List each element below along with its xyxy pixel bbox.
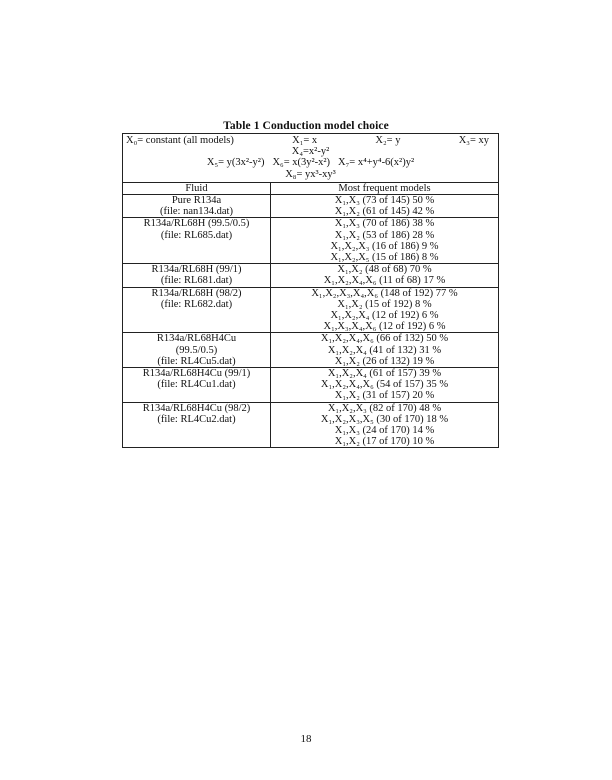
model-x5: X₅= y(3x²-y²) — [206, 157, 265, 169]
model-x1: X₁= x — [292, 135, 318, 146]
model-line: X₁,X₂ (48 of 68) 70 % — [337, 264, 432, 276]
model-line: X₁,X₂ (61 of 145) 42 % — [334, 206, 435, 218]
model-line: X₁,X₂ (26 of 132) 19 % — [334, 355, 435, 367]
table-row — [123, 333, 498, 368]
models-cell — [271, 218, 498, 263]
fluid-line: R134a/RL68H (99/1) — [151, 264, 242, 276]
model-line: X₁,X₂,X₄,X₆ (66 of 132) 50 % — [320, 333, 449, 345]
fluid-line: R134a/RL68H4Cu (99/1) — [142, 368, 251, 380]
model-x7: X₇= x⁴+y⁴-6(x²)y² — [338, 157, 415, 169]
model-line: X₁,X₂,X₄,X₆ (54 of 157) 35 % — [320, 379, 449, 391]
model-line: X₁,X₂,X₅ (15 of 186) 8 % — [330, 252, 439, 264]
model-line: X₁,X₂,X₃,X₅ (30 of 170) 18 % — [320, 413, 449, 425]
fluid-cell — [123, 218, 271, 263]
model-row-1 — [126, 135, 495, 146]
model-line: X₁,X₂,X₄,X₆ (11 of 68) 17 % — [323, 275, 446, 287]
model-row-3 — [126, 157, 495, 168]
models-cell — [271, 195, 498, 217]
model-x0: X₀= constant (all models) — [126, 135, 234, 146]
model-line: X₁,X₂,X₄ (41 of 132) 31 % — [327, 344, 442, 356]
fluid-line: R134a/RL68H (98/2) — [151, 287, 242, 299]
conduction-model-table — [122, 133, 499, 448]
model-row-4 — [126, 169, 495, 180]
table-row — [123, 368, 498, 403]
models-cell — [271, 368, 498, 402]
fluid-cell — [123, 403, 271, 448]
model-line: X₁,X₂,X₃,X₄,X₆ (148 of 192) 77 % — [311, 287, 458, 299]
model-line: X₁,X₃ (24 of 170) 14 % — [334, 425, 435, 437]
table-row — [123, 288, 498, 334]
model-definitions — [123, 134, 498, 183]
model-line: X₁,X₂ (53 of 186) 28 % — [334, 229, 435, 241]
model-line: X₁,X₂,X₄ (61 of 157) 39 % — [327, 368, 442, 380]
models-cell — [271, 264, 498, 286]
fluid-line: (file: RL681.dat) — [160, 275, 233, 287]
fluid-cell — [123, 264, 271, 286]
model-x4: X₄=x²-y² — [291, 146, 330, 158]
model-line: X₁,X₂,X₃ (82 of 170) 48 % — [327, 402, 442, 414]
fluid-cell — [123, 288, 271, 333]
table-caption: Table 1 Conduction model choice — [223, 120, 389, 132]
fluid-line: Pure R134a — [171, 195, 222, 207]
model-x6: X₆= x(3y²-x²) — [272, 157, 331, 169]
fluid-cell — [123, 368, 271, 402]
model-x3: X₃= xy — [458, 135, 489, 146]
header-models: Most frequent models — [338, 182, 431, 194]
table-row — [123, 264, 498, 287]
fluid-line: (99.5/0.5) — [175, 344, 218, 356]
models-cell — [271, 333, 498, 367]
model-line: X₁,X₂,X₃ (16 of 186) 9 % — [330, 240, 439, 252]
model-line: X₁,X₂ (31 of 157) 20 % — [334, 390, 435, 402]
table-header — [123, 183, 498, 195]
models-cell — [271, 403, 498, 448]
model-line: X₁,X₃,X₄,X₆ (12 of 192) 6 % — [323, 321, 446, 333]
models-cell — [271, 288, 498, 333]
model-row-2 — [126, 146, 495, 157]
model-line: X₁,X₂ (17 of 170) 10 % — [334, 436, 435, 448]
fluid-line: R134a/RL68H4Cu — [156, 333, 237, 345]
fluid-line: R134a/RL68H4Cu (98/2) — [142, 402, 251, 414]
table-row — [123, 403, 498, 448]
page-number: 18 — [300, 733, 312, 745]
fluid-cell — [123, 195, 271, 217]
model-line: X₁,X₃ (70 of 186) 38 % — [334, 218, 435, 230]
fluid-line: (file: RL4Cu5.dat) — [157, 355, 236, 367]
model-line: X₁,X₂,X₄ (12 of 192) 6 % — [330, 310, 439, 322]
fluid-line: R134a/RL68H (99.5/0.5) — [143, 218, 250, 230]
table-row — [123, 195, 498, 218]
fluid-line: (file: RL682.dat) — [160, 298, 233, 310]
model-line: X₁,X₃ (73 of 145) 50 % — [334, 195, 435, 207]
fluid-cell — [123, 333, 271, 367]
fluid-line: (file: RL685.dat) — [160, 229, 233, 241]
header-fluid: Fluid — [123, 183, 271, 194]
table-row — [123, 218, 498, 264]
fluid-line: (file: nan134.dat) — [160, 206, 233, 218]
model-x8: X₈= yx³-xy³ — [285, 168, 336, 180]
model-x2: X₂= y — [375, 135, 401, 146]
fluid-line: (file: RL4Cu2.dat) — [157, 413, 236, 425]
fluid-line: (file: RL4Cu1.dat) — [157, 379, 236, 391]
model-line: X₁,X₂ (15 of 192) 8 % — [337, 298, 432, 310]
table-body — [123, 195, 498, 447]
